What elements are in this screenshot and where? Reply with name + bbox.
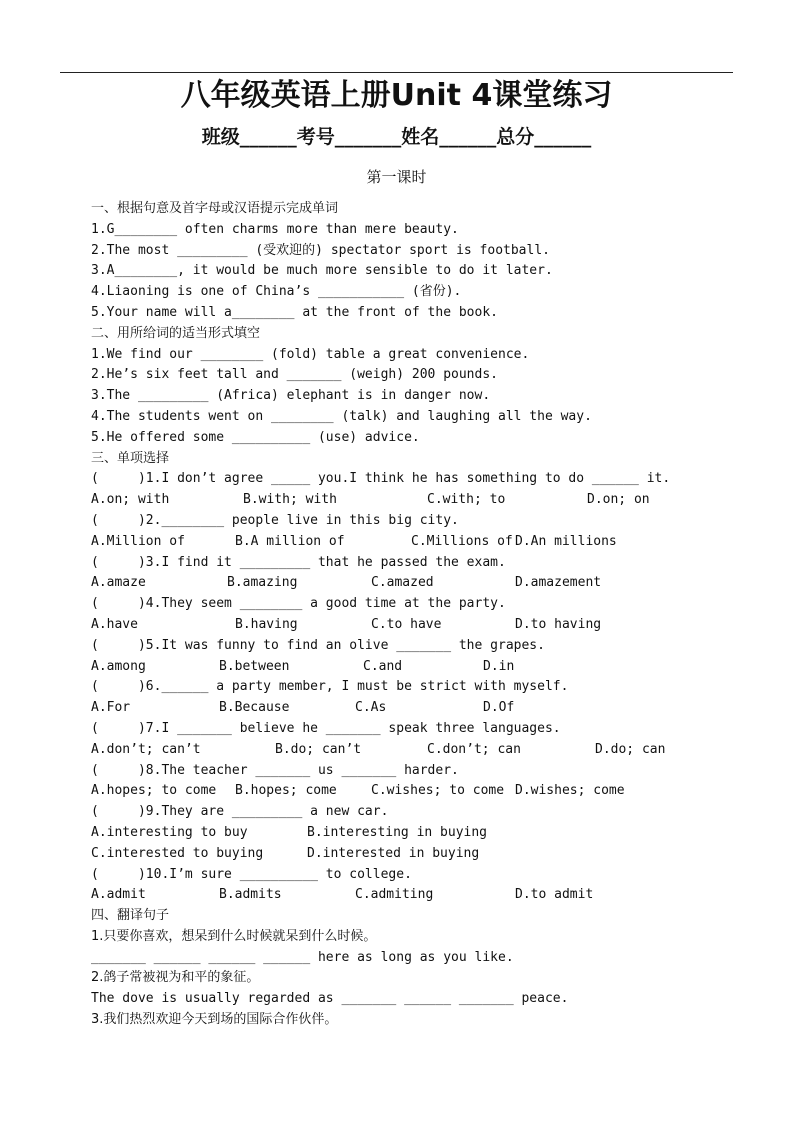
option-b: B.with; with — [243, 492, 337, 508]
option-c: C.to have — [371, 616, 442, 632]
option-c: C.interested to buying — [91, 845, 264, 861]
question-7: ( )7.I _______ believe he _______ speak three languages. — [91, 720, 561, 736]
option-d: D.interested in buying — [307, 845, 480, 861]
option-b: B.hopes; come — [235, 783, 337, 799]
option-d: D.to admit — [515, 887, 594, 903]
translation-1-chinese: 1.只要你喜欢，想呆到什么时候就呆到什么时候。 — [91, 928, 377, 944]
option-a: A.hopes; to come — [91, 783, 217, 799]
section4-heading: 四、翻译句子 — [91, 908, 170, 924]
question-3-options — [91, 573, 781, 594]
section2-item-5: 5.He offered some __________ (use) advice. — [91, 429, 420, 445]
option-a: A.don’t; can’t — [91, 741, 201, 757]
section1-heading: 一、根据句意及首字母或汉语提示完成单词 — [91, 201, 339, 216]
page-title: 八年级英语上册Unit 4课堂练习 — [180, 78, 613, 113]
top-rule — [60, 72, 733, 73]
option-c: C.admiting — [355, 887, 434, 903]
question-1: ( )1.I don’t agree _____ you.I think he has something to do ______ it. — [91, 471, 671, 487]
question-4: ( )4.They seem ________ a good time at the party. — [91, 596, 506, 612]
option-b: B.having — [235, 616, 298, 632]
question-3: ( )3.I find it _________ that he passed the exam. — [91, 554, 506, 570]
section3-heading: 三、单项选择 — [91, 450, 170, 466]
question-9-options-ab — [91, 823, 781, 844]
option-a: A.amaze — [91, 575, 146, 591]
option-b: B.interesting in buying — [307, 824, 488, 840]
translation-2-chinese: 2.鸽子常被视为和平的象征。 — [91, 970, 260, 986]
option-a: A.have — [91, 616, 138, 632]
option-b: B.amazing — [227, 575, 298, 591]
option-a: A.among — [91, 658, 146, 674]
option-c: C.wishes; to come — [371, 783, 505, 799]
option-b: B.do; can’t — [275, 741, 362, 757]
question-10-options — [91, 885, 781, 906]
question-7-options — [91, 740, 781, 761]
option-a: A.For — [91, 700, 131, 716]
student-info-line: 班级______考号_______姓名______总分______ — [201, 126, 592, 148]
option-d: D.on; on — [587, 492, 650, 508]
section1-item-5: 5.Your name will a________ at the front of the book. — [91, 304, 498, 320]
section2-item-1: 1.We find our ________ (fold) table a great convenience. — [91, 346, 530, 362]
question-8: ( )8.The teacher _______ us _______ harder. — [91, 762, 459, 778]
translation-1-english: _______ ______ ______ ______ here as long as you like. — [91, 949, 514, 965]
section1-item-3: 3.A________, it would be much more sensible to do it later. — [91, 263, 553, 279]
option-d: D.wishes; come — [515, 783, 625, 799]
option-d: D.do; can — [595, 741, 666, 757]
option-a: A.admit — [91, 887, 146, 903]
option-b: B.between — [219, 658, 290, 674]
section2-item-2: 2.He’s six feet tall and _______ (weigh) 200 pounds. — [91, 367, 498, 383]
option-c: C.amazed — [371, 575, 434, 591]
option-a: A.interesting to buy — [91, 824, 248, 840]
option-d: D.in — [483, 658, 515, 674]
option-c: C.with; to — [427, 492, 506, 508]
option-c: C.Millions of — [411, 533, 513, 549]
option-b: B.admits — [219, 887, 282, 903]
section2-item-4: 4.The students went on ________ (talk) and laughing all the way. — [91, 408, 592, 424]
section1-item-4: 4.Liaoning is one of China’s ___________ (省份). — [91, 284, 462, 300]
option-c: C.As — [355, 700, 387, 716]
question-9-options-cd — [91, 844, 781, 865]
section1-item-1: 1.G________ often charms more than mere beauty. — [91, 221, 459, 237]
section1-item-2: 2.The most _________ (受欢迎的) spectator sport is football. — [91, 242, 550, 258]
session-label: 第一课时 — [366, 168, 427, 186]
option-a: A.Million of — [91, 533, 185, 549]
option-d: D.to having — [515, 616, 602, 632]
question-2: ( )2.________ people live in this big city. — [91, 512, 459, 528]
option-d: D.Of — [483, 700, 515, 716]
question-4-options — [91, 615, 781, 636]
option-b: B.A million of — [235, 533, 345, 549]
option-a: A.on; with — [91, 492, 170, 508]
option-b: B.Because — [219, 700, 290, 716]
section2-item-3: 3.The _________ (Africa) elephant is in danger now. — [91, 388, 491, 404]
option-c: C.don’t; can — [427, 741, 521, 757]
option-d: D.An millions — [515, 533, 617, 549]
question-8-options — [91, 781, 781, 802]
question-9: ( )9.They are _________ a new car. — [91, 804, 389, 820]
option-c: C.and — [363, 658, 403, 674]
section2-heading: 二、用所给词的适当形式填空 — [91, 325, 261, 341]
question-1-options — [91, 490, 781, 511]
translation-2-english: The dove is usually regarded as _______ ______ _______ peace. — [91, 991, 569, 1007]
question-6-options — [91, 698, 781, 719]
option-d: D.amazement — [515, 575, 602, 591]
question-2-options — [91, 532, 781, 553]
question-6: ( )6.______ a party member, I must be strict with myself. — [91, 679, 569, 695]
question-5-options — [91, 657, 781, 678]
question-10: ( )10.I’m sure __________ to college. — [91, 866, 412, 882]
question-5: ( )5.It was funny to find an olive _______ the grapes. — [91, 637, 545, 653]
exercise-content — [91, 199, 781, 1031]
translation-3-chinese: 3.我们热烈欢迎今天到场的国际合作伙伴。 — [91, 1012, 338, 1028]
